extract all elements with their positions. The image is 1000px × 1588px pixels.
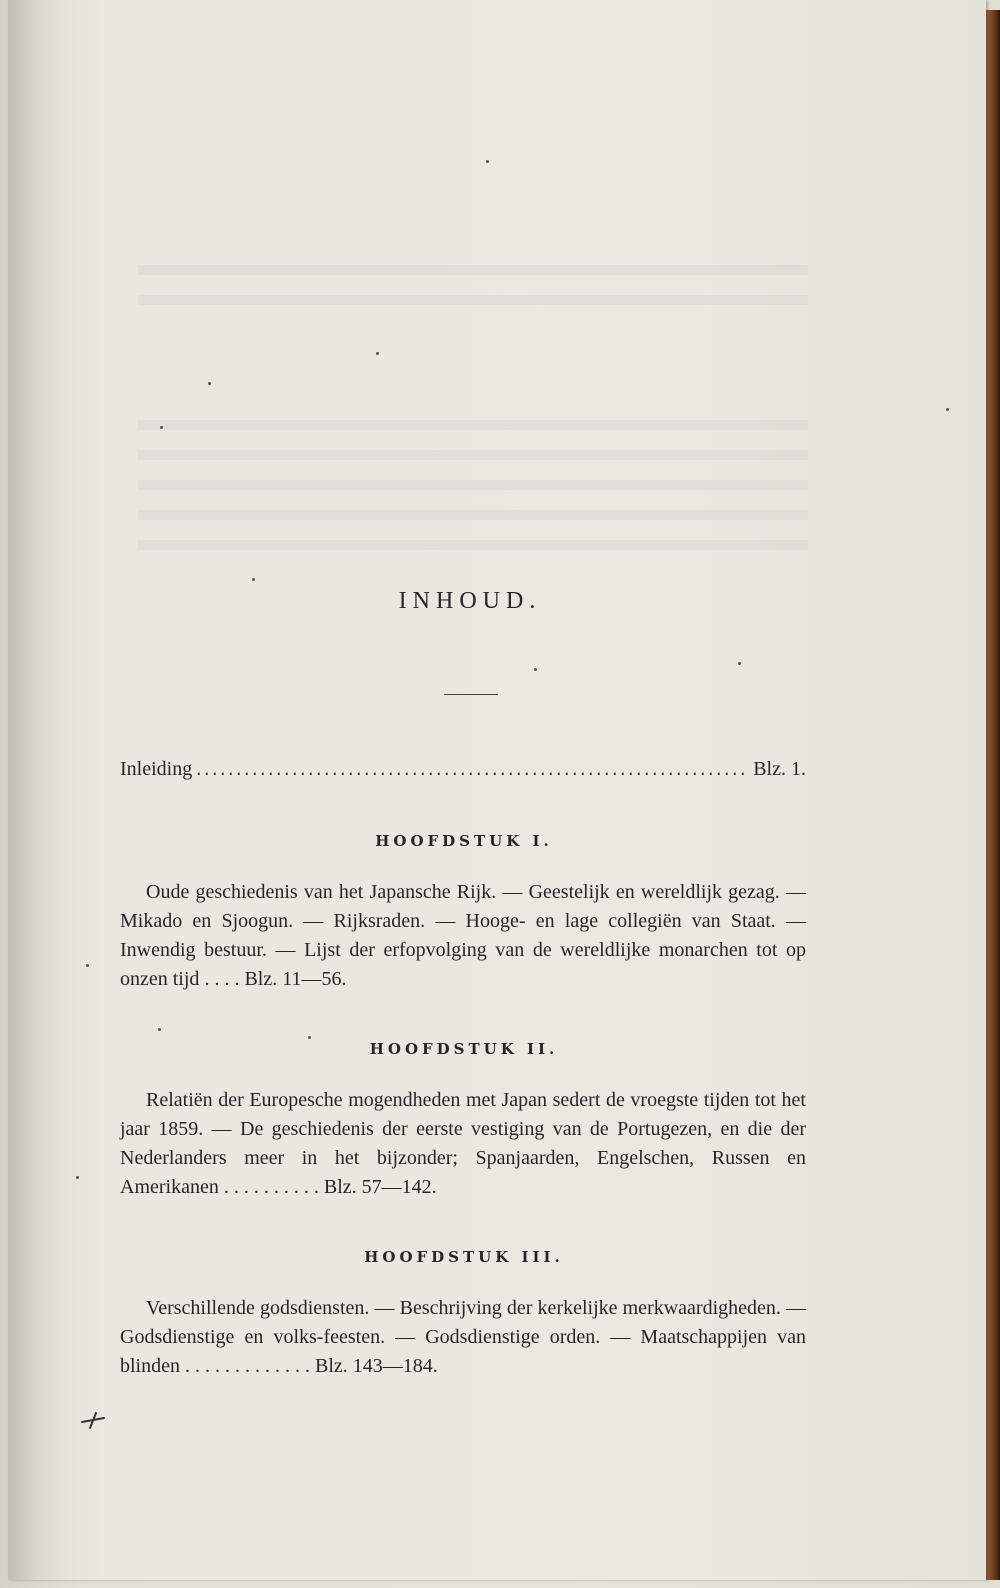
chapter-page-range: Blz. 57—142. xyxy=(323,1176,437,1198)
page-content xyxy=(8,0,986,1580)
chapter-heading: HOOFDSTUK II. xyxy=(369,1040,559,1058)
toc-entry-page: Blz. 1. xyxy=(753,758,806,780)
dot-leader xyxy=(196,758,749,781)
chapter-page-range: Blz. 143—184. xyxy=(315,1355,438,1377)
page-title: INHOUD. xyxy=(398,588,542,614)
title-rule xyxy=(444,694,498,695)
book-page xyxy=(8,0,986,1580)
chapter-summary-text: Relatiën der Europesche mogendheden met Japan sedert de vroegste tijden tot het jaar 1859. — De geschiedenis der eerste vestiging van de Portugezen, en die der Nederlanders meer in het bijzonder; Spanjaarden, Engelschen, Russen en Amerikanen xyxy=(120,1089,806,1198)
toc-entry-inleiding xyxy=(120,758,806,781)
toc-entry-label: Inleiding xyxy=(120,758,193,780)
dot-leader: . . . . xyxy=(199,968,245,990)
chapter-heading: HOOFDSTUK III. xyxy=(364,1248,564,1266)
pencil-mark-icon xyxy=(80,1410,108,1430)
chapter-page-range: Blz. 11—56. xyxy=(244,968,347,990)
chapter-summary-text: Oude geschiedenis van het Japansche Rijk. — Geestelijk en wereldlijk gezag. — Mikado en Sjoogun. — Rijksraden. — Hooge- en lage collegiën van Staat. — Inwendig bestuur. — Lijst der erfopvolging van de wereldlijke monarchen tot op onzen tijd xyxy=(120,881,806,990)
chapter-heading: HOOFDSTUK I. xyxy=(375,832,553,850)
chapter-summary xyxy=(120,1086,806,1202)
dot-leader: . . . . . . . . . . xyxy=(218,1176,324,1198)
chapter-summary xyxy=(120,878,806,994)
chapter-summary-text: Verschillende godsdiensten. — Beschrijving der kerkelijke merkwaardigheden. — Godsdienstige en volks-feesten. — Godsdienstige orden. — Maatschappijen van blinden xyxy=(120,1297,806,1377)
chapter-summary xyxy=(120,1294,806,1381)
dot-leader: . . . . . . . . . . . . . xyxy=(180,1355,315,1377)
